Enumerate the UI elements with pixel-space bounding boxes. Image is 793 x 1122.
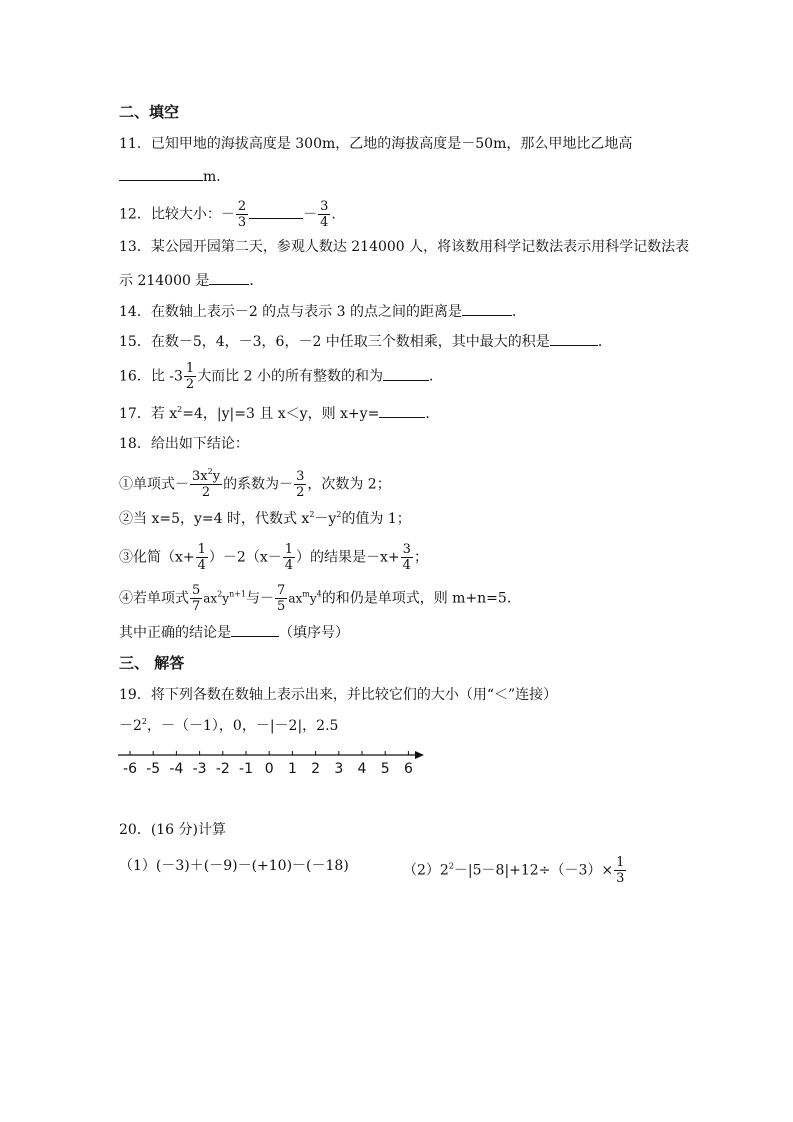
number-list-rest: ，－（－1），0，－|－2|，2.5: [147, 718, 339, 734]
exponent: 2: [309, 510, 315, 519]
fraction-numerator: 3: [320, 199, 329, 214]
fraction-denominator: 4: [197, 558, 206, 573]
answer-blank[interactable]: [379, 403, 425, 418]
exponent: m: [302, 589, 310, 599]
fraction-denominator: 2: [201, 485, 211, 500]
conclusion-3-text-3: ）的结果是－x+: [296, 549, 400, 566]
question-18-answer: [119, 622, 349, 643]
fraction-denominator: 4: [284, 558, 294, 573]
tick-label: 4: [357, 761, 367, 777]
conclusion-3-text-2: ）－2（x－: [208, 549, 282, 566]
conclusion-1: [119, 467, 391, 500]
question-19: 19．将下列各数在数轴上表示出来，并比较它们的大小（用“＜”连接）: [119, 687, 558, 703]
question-12-end: .: [331, 206, 336, 223]
conclusion-1-text: ①单项式－: [119, 476, 189, 493]
fraction: [283, 543, 295, 572]
conclusion-2-text-3: 的值为 1；: [341, 511, 411, 527]
fraction-denominator: 2: [296, 485, 305, 500]
exponent: 2: [141, 717, 148, 726]
question-11-text: 11．已知甲地的海拔高度是 300m，乙地的海拔高度是－50m，那么甲地比乙地高: [119, 136, 633, 152]
tick-label: -1: [239, 761, 253, 777]
question-11-answer-line: [119, 166, 230, 187]
question-18-hint: （填序号）: [279, 625, 349, 641]
question-12-prefix: 12．比较大小：－: [119, 206, 235, 223]
fraction: [190, 467, 222, 500]
question-16-prefix: 16．比 -3: [119, 368, 183, 385]
fraction-denominator: 3: [616, 871, 625, 886]
answer-blank[interactable]: [231, 622, 279, 637]
fraction-denominator: 4: [402, 558, 411, 573]
question-20-part-1: （1）(－3)＋(－9)－(+10)－(－18): [119, 858, 349, 874]
question-20-part-2: [403, 856, 627, 885]
fraction: [196, 543, 208, 572]
conclusion-4-text: ④若单项式: [119, 590, 189, 607]
answer-blank[interactable]: [209, 270, 249, 285]
term: y: [309, 591, 317, 606]
exponent: 2: [448, 861, 454, 871]
fraction-denominator: 4: [320, 215, 329, 230]
number-line-arrow: [415, 751, 424, 759]
question-14-end: ．: [511, 304, 526, 320]
question-14-text: 14．在数轴上表示－2 的点与表示 3 的点之间的距离是: [119, 304, 462, 320]
fraction: [401, 543, 413, 572]
fraction-denominator: 7: [192, 599, 201, 614]
fraction: [190, 584, 202, 613]
fraction-numerator: 3: [402, 542, 411, 557]
question-16: [119, 362, 443, 391]
answer-blank[interactable]: [462, 301, 512, 316]
term: y: [212, 469, 221, 484]
conclusion-4-text-3: 的和仍是单项式，则 m+n=5．: [321, 590, 521, 607]
fraction-numerator: 7: [277, 583, 286, 598]
question-13-line-2: [119, 270, 263, 291]
conclusion-3-text: ③化简（x+: [119, 549, 195, 566]
tick-label: 2: [311, 761, 321, 777]
conclusion-1-text-2: 的系数为－: [223, 476, 294, 493]
question-14: [119, 301, 526, 322]
fraction-numerator: 1: [197, 542, 206, 557]
term: ax: [203, 591, 218, 606]
term: 3x: [192, 469, 208, 484]
exponent: n+1: [229, 589, 247, 599]
fraction-numerator: 1: [616, 855, 625, 870]
section-2-heading: 二、填空: [119, 103, 180, 121]
question-18-answer-text: 其中正确的结论是: [119, 625, 231, 641]
tick-label: -4: [169, 761, 184, 777]
conclusion-4: [119, 584, 521, 613]
fraction-denominator: 3: [237, 215, 247, 230]
answer-blank[interactable]: [383, 366, 429, 381]
question-16-end: ．: [429, 368, 443, 385]
question-20-title: 20．(16 分)计算: [119, 822, 227, 838]
tick-label: 1: [287, 761, 297, 777]
tick-label: 3: [334, 761, 344, 777]
question-18-intro: 18．给出如下结论：: [119, 436, 249, 452]
fraction-denominator: 2: [185, 377, 195, 392]
part-2-text: （2）2: [403, 862, 449, 879]
question-13-text: 示 214000 是: [119, 273, 210, 289]
question-19-numbers: [119, 716, 338, 736]
number-line[interactable]: [112, 744, 432, 778]
question-17-end: ．: [425, 406, 440, 422]
term: ax: [288, 591, 303, 606]
section-3-heading: 三、 解答: [119, 654, 185, 672]
exponent: 2: [336, 510, 342, 519]
tick-label: 0: [264, 761, 274, 777]
fraction-numerator: 2: [237, 199, 247, 214]
fraction-numerator: 1: [185, 361, 195, 376]
number-list: －2: [119, 718, 142, 734]
term: y: [222, 591, 230, 606]
question-15-text: 15．在数－5，4，－3，6，－2 中任取三个数相乘，其中最大的积是: [119, 334, 550, 350]
fraction: [275, 584, 287, 613]
conclusion-2: [119, 509, 411, 529]
fraction-numerator: [190, 467, 222, 485]
answer-blank[interactable]: [119, 166, 203, 181]
fraction-numerator: 5: [192, 583, 201, 598]
question-16-text: 大而比 2 小的所有整数的和为: [197, 368, 383, 385]
answer-blank[interactable]: [249, 204, 303, 219]
question-17: [119, 403, 439, 424]
conclusion-4-text-2: 与－: [246, 590, 275, 607]
conclusion-2-text: ②当 x=5，y=4 时，代数式 x: [119, 511, 310, 527]
question-13-line-1: 13．某公园开园第二天，参观人数达 214000 人，将该数用科学记数法表示用科学记数法表: [119, 239, 690, 255]
question-15: [119, 331, 612, 352]
question-12: [119, 200, 336, 229]
exponent: 2: [177, 405, 183, 414]
question-17-text: 17．若 x: [119, 406, 178, 422]
question-13-end: ．: [249, 273, 264, 289]
fraction-numerator: 1: [284, 542, 294, 557]
question-11-unit: m．: [203, 169, 231, 185]
question-17-text-2: =4，|y|=3 且 x＜y，则 x+y=: [182, 406, 380, 422]
tick-label: -5: [146, 761, 161, 777]
conclusion-3-text-4: ；: [413, 549, 428, 566]
tick-label: 6: [403, 761, 413, 777]
answer-blank[interactable]: [550, 331, 598, 346]
part-2-text-2: －|5－8|+12÷（－3）×: [453, 862, 614, 879]
conclusion-3: [119, 543, 428, 572]
fraction: [318, 200, 330, 229]
fraction: [294, 470, 306, 499]
tick-label: 5: [380, 761, 390, 777]
tick-label: -6: [123, 761, 137, 777]
conclusion-1-text-3: ，次数为 2；: [307, 476, 391, 493]
fraction: [236, 200, 248, 229]
fraction: [184, 362, 196, 391]
tick-label: -2: [215, 761, 230, 777]
question-15-end: ．: [597, 334, 612, 350]
fraction: [614, 856, 626, 885]
exponent: 2: [207, 467, 213, 476]
exponent: 4: [316, 589, 322, 599]
conclusion-2-text-2: －y: [314, 511, 337, 527]
minus-sign: －: [303, 206, 318, 223]
question-11: [119, 134, 632, 154]
fraction-denominator: 5: [277, 599, 286, 614]
tick-label: -3: [192, 761, 207, 777]
exponent: 2: [217, 589, 223, 599]
fraction-numerator: 3: [296, 469, 305, 484]
